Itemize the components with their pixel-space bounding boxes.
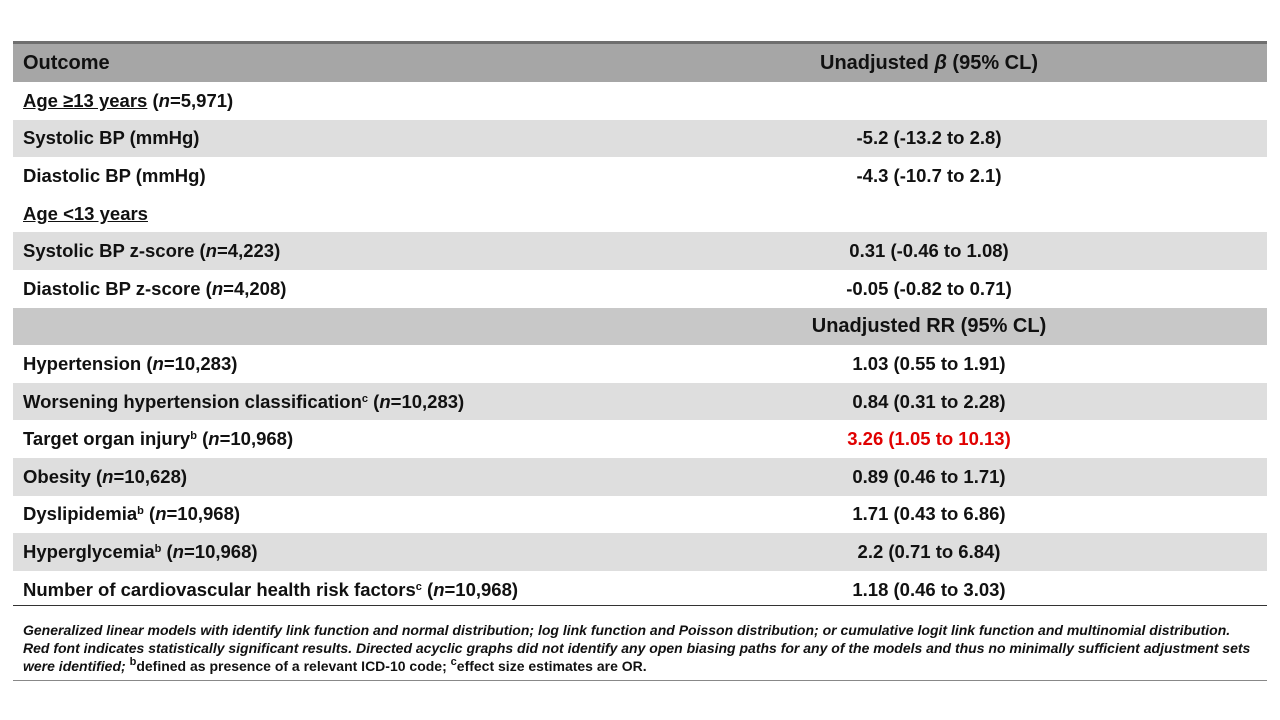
table-row-cv-risk-factors — [13, 571, 1267, 609]
row-label — [13, 278, 679, 300]
section-n-prefix: ( — [147, 89, 159, 111]
table-footnote — [13, 605, 1267, 681]
n-symbol: n — [102, 465, 114, 487]
n-value: =10,283) — [163, 352, 238, 374]
row-value: 0.89 (0.46 to 1.71) — [852, 465, 1006, 487]
row-label — [13, 428, 679, 450]
table-row-dyslipidemia — [13, 496, 1267, 534]
row-label-text: Systolic BP z-score ( — [23, 240, 206, 262]
n-symbol: n — [205, 240, 217, 262]
footnote-b-text: defined as presence of a relevant ICD-10 code; — [136, 658, 451, 674]
row-label-text: Diastolic BP z-score ( — [23, 277, 212, 299]
row-label — [13, 240, 679, 262]
row-label — [13, 466, 679, 488]
row-label — [13, 503, 679, 525]
table-row-systolic-z — [13, 232, 1267, 270]
section-label — [13, 90, 679, 112]
row-value: 1.71 (0.43 to 6.86) — [852, 503, 1006, 525]
footnote-marker: b — [154, 542, 162, 555]
beta-header-prefix: Unadjusted — [820, 51, 935, 74]
footnote-methods-text: Generalized linear models with identify link function and normal distribution; log link function and Poisson distribution; or cumulative logit link function and multinomial distribution. Red font indicates statistically significant results. Directed acyclic graphs did not identify any open biasing paths for any of the models and thus no minimally sufficient adjustment sets were identified; — [23, 622, 1251, 674]
row-value: -5.2 (-13.2 to 2.8) — [856, 127, 1002, 149]
n-prefix: ( — [196, 428, 209, 450]
rr-header-row — [13, 308, 1267, 346]
n-prefix: ( — [143, 503, 156, 525]
row-label: Diastolic BP (mmHg) — [23, 164, 206, 186]
n-value: =4,208) — [223, 277, 287, 299]
n-prefix: ( — [421, 578, 434, 600]
row-label — [13, 391, 679, 413]
row-value: 2.2 (0.71 to 6.84) — [857, 540, 1001, 562]
table-row-diastolic-z — [13, 270, 1267, 308]
row-value: -4.3 (-10.7 to 2.1) — [856, 164, 1002, 186]
section-n-symbol: n — [158, 89, 170, 111]
n-value: =4,223) — [216, 240, 281, 262]
row-label-text: Worsening hypertension classification — [23, 390, 362, 412]
beta-column-header — [679, 52, 1179, 75]
n-symbol: n — [208, 428, 220, 450]
beta-header-suffix: (95% CL) — [946, 51, 1038, 74]
n-value: =10,968) — [166, 503, 241, 525]
row-value-significant: 3.26 (1.05 to 10.13) — [847, 428, 1011, 450]
row-label-text: Hyperglycemia — [23, 540, 155, 562]
row-value: 1.03 (0.55 to 1.91) — [852, 352, 1006, 374]
table-row-hypertension — [13, 345, 1267, 383]
table-row-hyperglycemia — [13, 533, 1267, 571]
table-header-row — [13, 44, 1267, 82]
row-label-text: Number of cardiovascular health risk factors — [23, 578, 416, 600]
section-n-value: =5,971) — [169, 89, 234, 111]
row-value: -0.05 (-0.82 to 0.71) — [846, 277, 1012, 299]
section-title: Age ≥13 years — [23, 89, 148, 111]
n-value: =10,968) — [444, 578, 519, 600]
row-label — [13, 579, 679, 601]
footnote-marker-b: b — [129, 656, 137, 668]
section-row-age-under-13 — [13, 195, 1267, 233]
n-symbol: n — [433, 578, 445, 600]
section-row-age-13-plus — [13, 82, 1267, 120]
rr-column-header: Unadjusted RR (95% CL) — [811, 314, 1047, 337]
section-title: Age <13 years — [23, 202, 148, 224]
row-label-text: Dyslipidemia — [23, 503, 138, 525]
n-symbol: n — [172, 540, 184, 562]
n-symbol: n — [379, 390, 391, 412]
table-row-worsening-hypertension — [13, 383, 1267, 421]
table-row-obesity — [13, 458, 1267, 496]
beta-symbol: β — [934, 51, 947, 74]
n-symbol: n — [152, 352, 164, 374]
row-value: 1.18 (0.46 to 3.03) — [852, 578, 1006, 600]
results-table — [13, 41, 1267, 608]
n-prefix: ( — [368, 390, 380, 412]
n-value: =10,628) — [113, 465, 188, 487]
n-prefix: ( — [161, 540, 173, 562]
n-value: =10,283) — [390, 390, 465, 412]
table-row-diastolic-bp — [13, 157, 1267, 195]
n-value: =10,968) — [183, 540, 258, 562]
section-label — [13, 203, 679, 225]
footnote-marker: b — [190, 430, 197, 443]
row-label — [13, 353, 679, 375]
n-symbol: n — [211, 277, 224, 299]
row-label — [13, 541, 679, 563]
row-value: 0.31 (-0.46 to 1.08) — [849, 240, 1009, 262]
table-row-target-organ-injury — [13, 420, 1267, 458]
row-label: Systolic BP (mmHg) — [23, 127, 200, 149]
row-label-text: Target organ injury — [23, 428, 191, 450]
outcome-column-header: Outcome — [23, 51, 110, 74]
row-value: 0.84 (0.31 to 2.28) — [852, 390, 1006, 412]
row-label-text: Obesity ( — [23, 465, 103, 487]
footnote-c-text: effect size estimates are OR. — [456, 658, 647, 674]
footnote-marker-c: c — [450, 656, 457, 668]
n-symbol: n — [155, 503, 167, 525]
n-value: =10,968) — [219, 428, 294, 450]
footnote-marker: c — [361, 392, 369, 405]
footnote-marker: c — [415, 580, 422, 593]
row-label-text: Hypertension ( — [23, 352, 153, 374]
table-row-systolic-bp — [13, 120, 1267, 158]
footnote-marker: b — [137, 505, 144, 518]
